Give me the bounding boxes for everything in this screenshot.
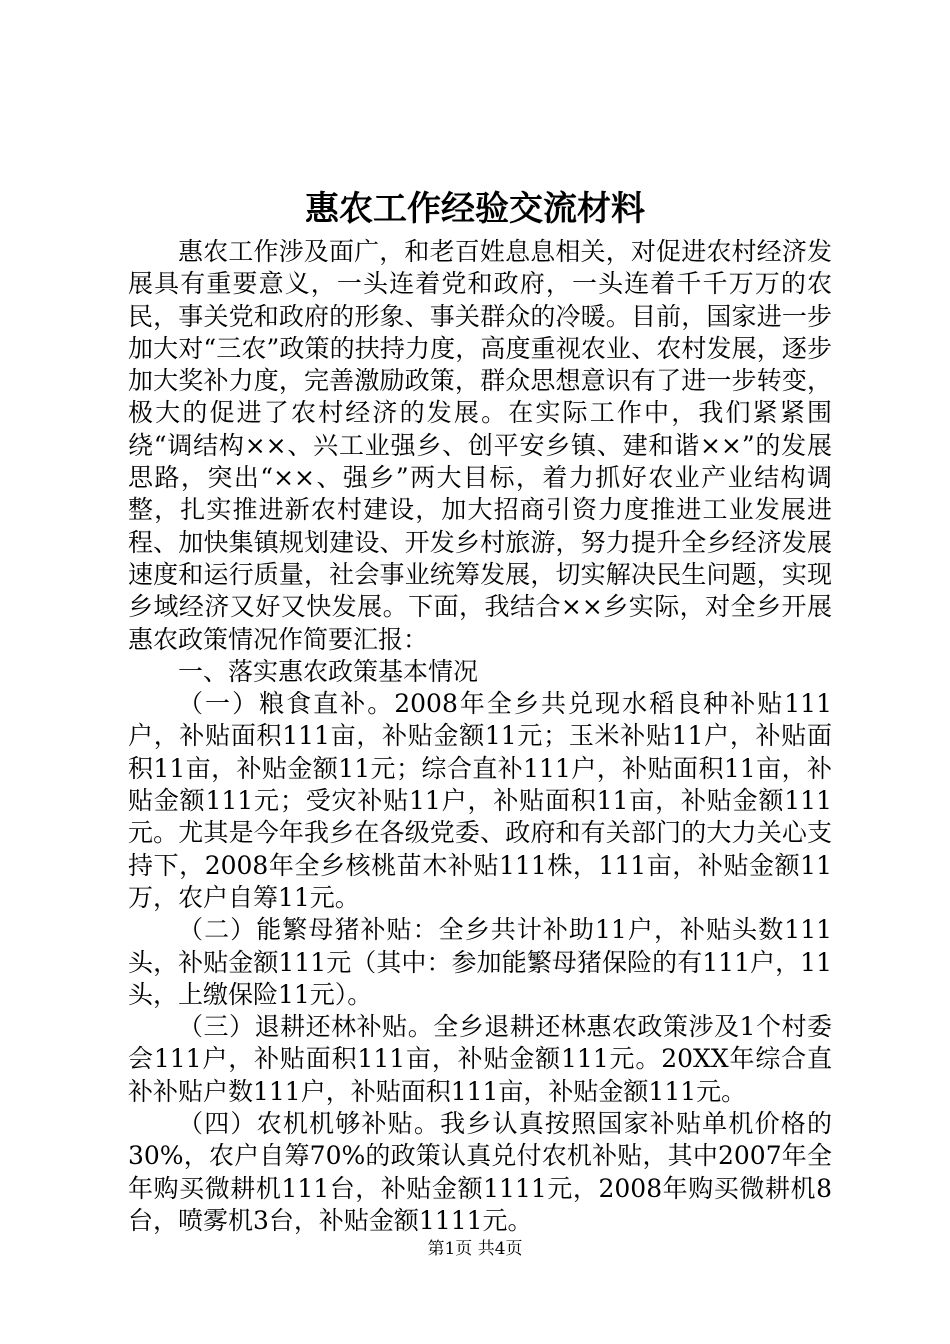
document-title: 惠农工作经验交流材料 bbox=[305, 189, 645, 229]
paragraph-machinery-subsidy: （四）农机机够补贴。我乡认真按照国家补贴单机价格的30%，农户自筹70%的政策认真兑付农机补贴，其中2007年全年购买微耕机111台，补贴金额1111元，2008年购买微耕机8台，喷雾机3台，补贴金额1111元。 bbox=[128, 1109, 832, 1235]
paragraph-grain-subsidy: （一）粮食直补。2008年全乡共兑现水稻良种补贴111户，补贴面积111亩，补贴金额11元；玉米补贴11户，补贴面积11亩，补贴金额11元；综合直补111户，补贴面积11亩，补贴金额111元；受灾补贴11户，补贴面积11亩，补贴金额111元。尤其是今年我乡在各级党委、政府和有关部门的大力关心支持下，2008年全乡核桃苗木补贴111株，111亩，补贴金额11万，农户自筹11元。 bbox=[128, 689, 832, 912]
section-heading: 一、落实惠农政策基本情况 bbox=[178, 656, 479, 686]
intro-paragraph: 惠农工作涉及面广，和老百姓息息相关，对促进农村经济发展具有重要意义，一头连着党和政府，一头连着千千万万的农民，事关党和政府的形象、事关群众的冷暖。目前，国家进一步加大对“三农”政策的扶持力度，高度重视农业、农村发展，逐步加大奖补力度，完善激励政策，群众思想意识有了进一步转变，极大的促进了农村经济的发展。在实际工作中，我们紧紧围绕“调结构××、兴工业强乡、创平安乡镇、建和谐××”的发展思路，突出“××、强乡”两大目标，着力抓好农业产业结构调整，扎实推进新农村建设，加大招商引资力度推进工业发展进程、加快集镇规划建设、开发乡村旅游，努力提升全乡经济发展速度和运行质量，社会事业统筹发展，切实解决民生问题，实现乡域经济又好又快发展。下面，我结合××乡实际，对全乡开展惠农政策情况作简要汇报： bbox=[128, 237, 832, 654]
paragraph-reforestation-subsidy: （三）退耕还林补贴。全乡退耕还林惠农政策涉及1个村委会111户，补贴面积111亩，补贴金额111元。20XX年综合直补补贴户数111户，补贴面积111亩，补贴金额111元。 bbox=[128, 1012, 832, 1106]
document-body bbox=[128, 236, 832, 1237]
paragraph-sow-subsidy: （二）能繁母猪补贴：全乡共计补助11户，补贴头数111头，补贴金额111元（其中：参加能繁母猪保险的有111户，11头，上缴保险11元）。 bbox=[128, 915, 832, 1009]
page-number-footer: 第1页 共4页 bbox=[427, 1239, 523, 1259]
